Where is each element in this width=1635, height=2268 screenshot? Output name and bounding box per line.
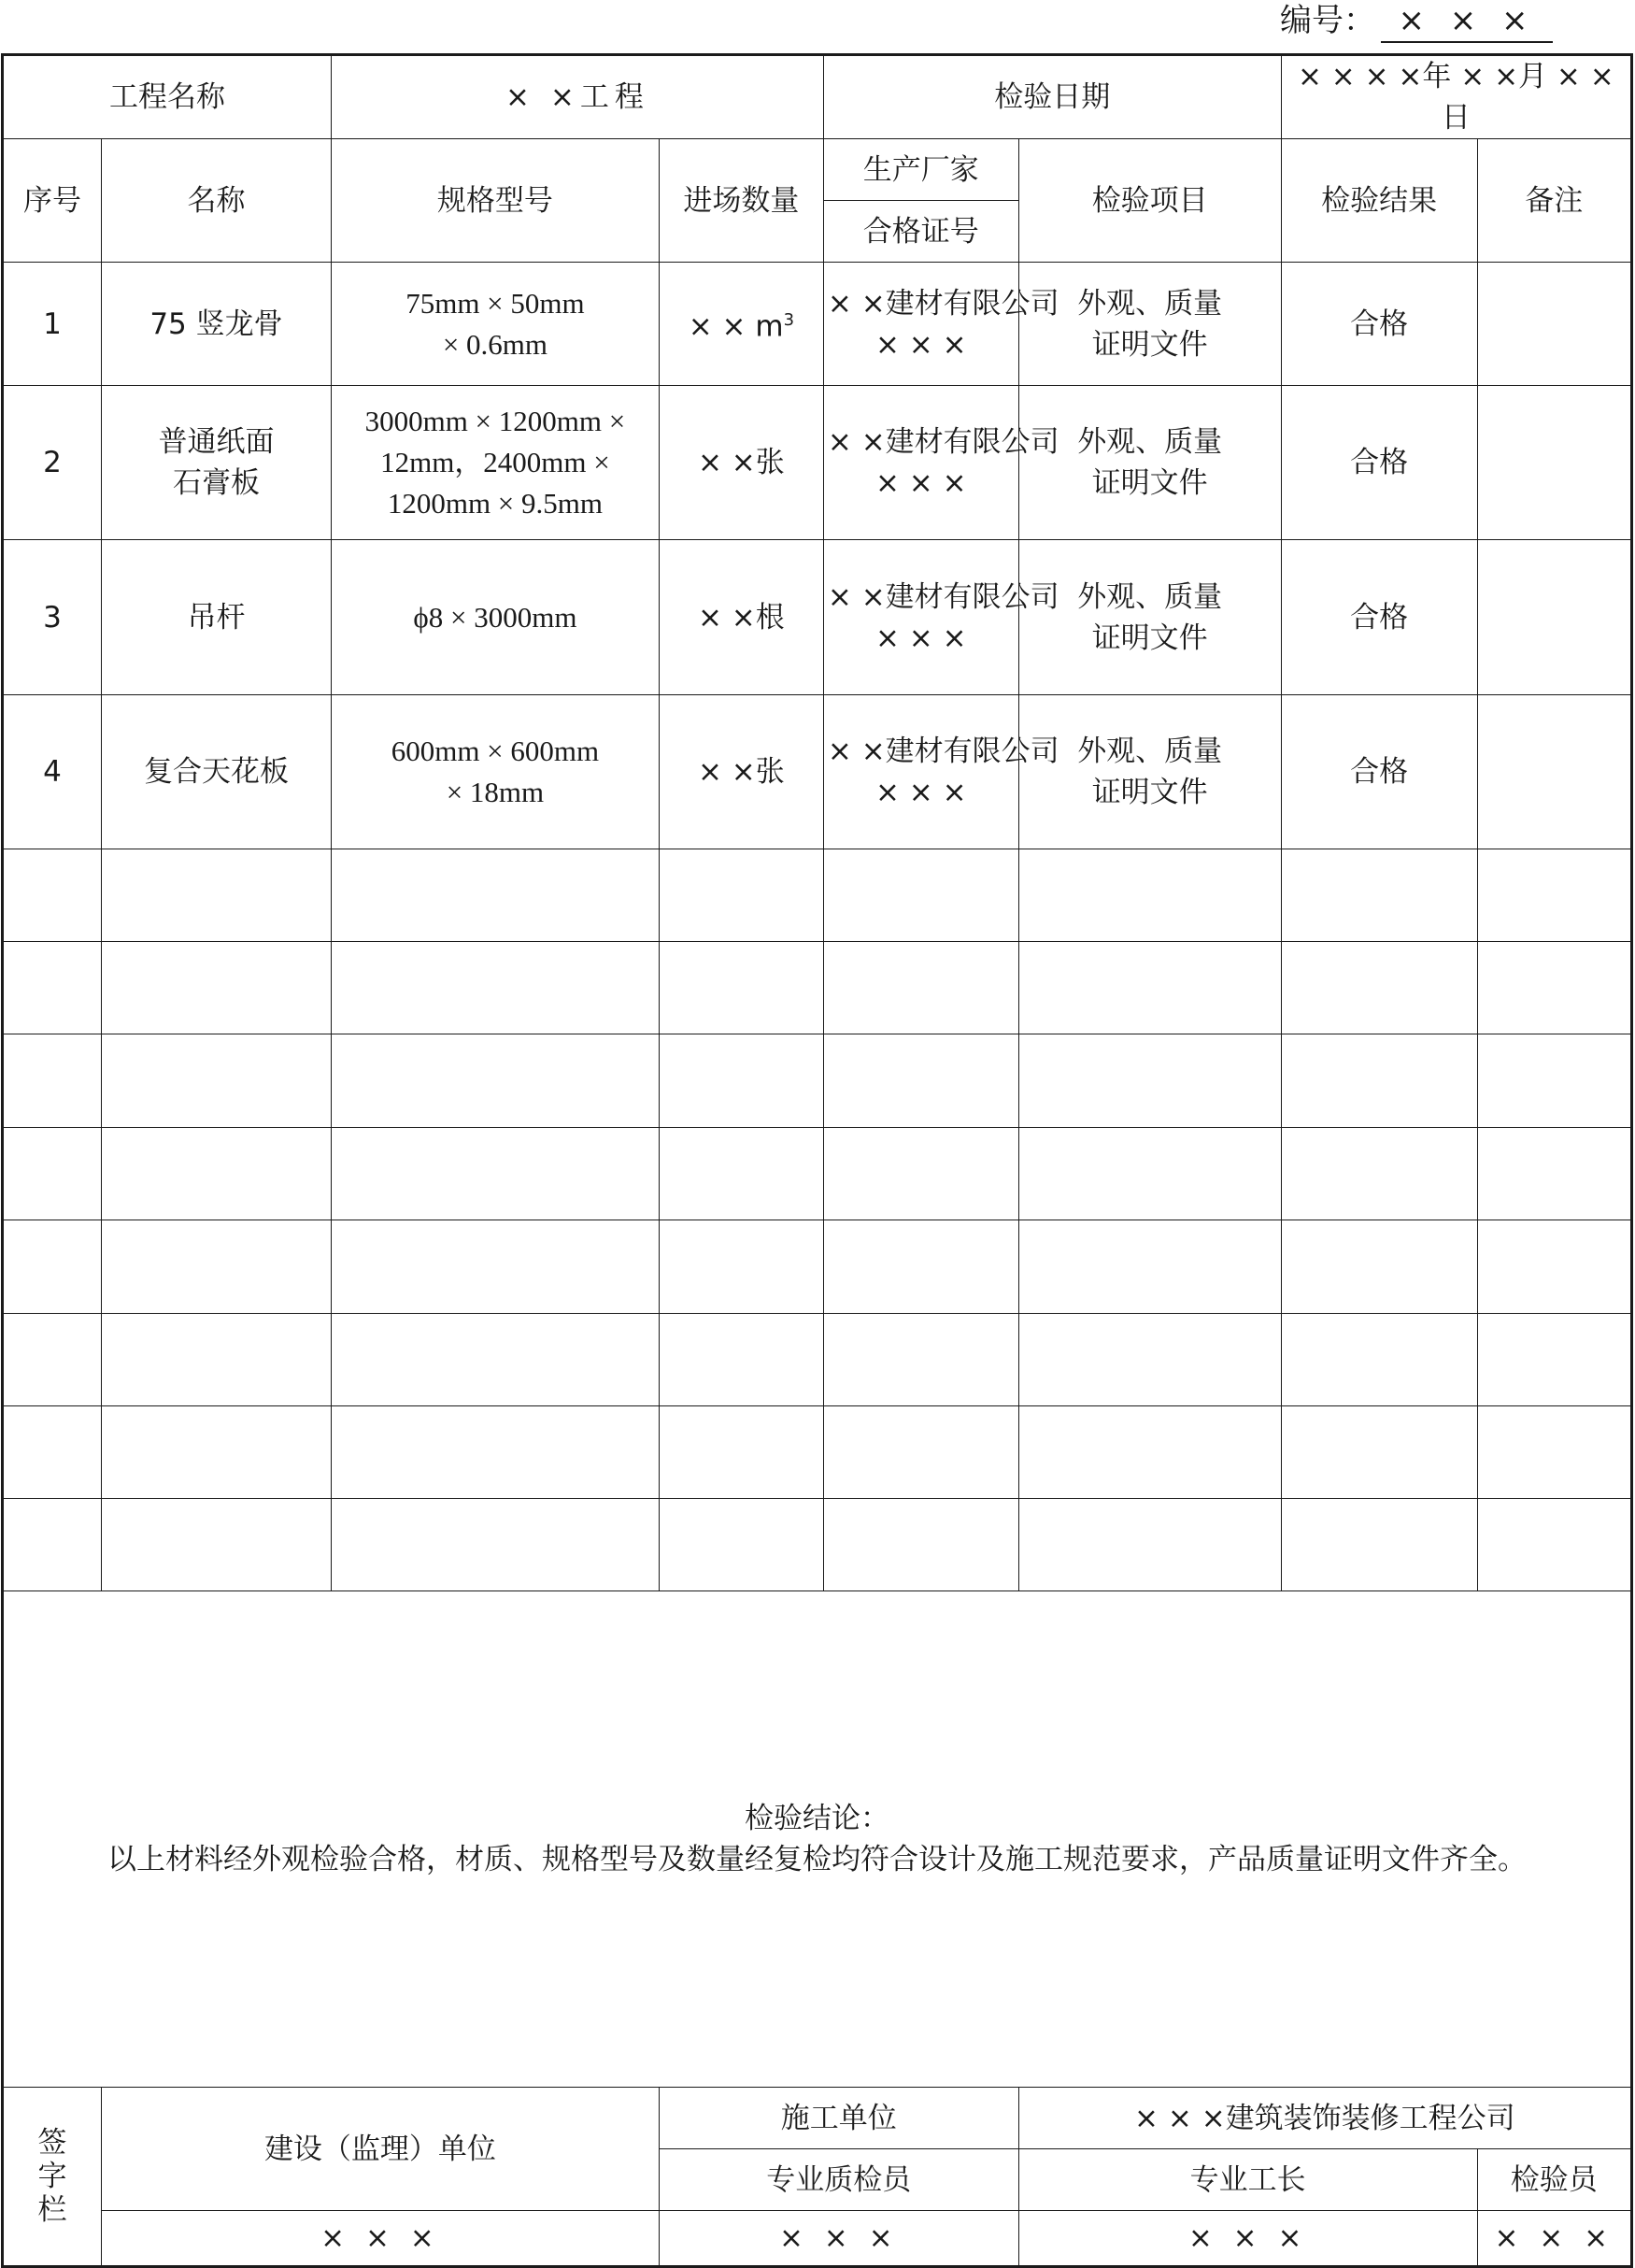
- empty-table-row: [3, 1314, 1632, 1406]
- row-qty: × ×根: [659, 540, 823, 695]
- serial-label: 编号：: [1280, 2, 1375, 39]
- builder-signature: × × ×: [102, 2211, 660, 2267]
- inspection-date-label: 检验日期: [823, 55, 1281, 139]
- col-header-spec: 规格型号: [331, 139, 659, 263]
- col-header-qty: 进场数量: [659, 139, 823, 263]
- row-seq: 3: [3, 540, 102, 695]
- empty-table-row: [3, 942, 1632, 1034]
- qc-inspector-signature: × × ×: [659, 2211, 1018, 2267]
- row-qty: × ×张: [659, 695, 823, 849]
- table-row: [3, 540, 1632, 695]
- row-maker: × ×建材有限公司 × × ×: [823, 263, 1018, 386]
- col-header-name: 名称: [102, 139, 332, 263]
- conclusion-cell: [3, 1591, 1632, 2088]
- row-note: [1477, 540, 1631, 695]
- row-name: 吊杆: [102, 540, 332, 695]
- row-seq: 1: [3, 263, 102, 386]
- col-header-maker: 生产厂家: [823, 139, 1018, 201]
- qc-inspector-label: 专业质检员: [659, 2149, 1018, 2211]
- foreman-label: 专业工长: [1018, 2149, 1477, 2211]
- empty-table-row: [3, 1034, 1632, 1128]
- row-result: 合格: [1281, 695, 1477, 849]
- col-header-item: 检验项目: [1018, 139, 1281, 263]
- row-seq: 4: [3, 695, 102, 849]
- row-name: 75 竖龙骨: [102, 263, 332, 386]
- row-note: [1477, 386, 1631, 540]
- inspector-signature: × × ×: [1477, 2211, 1631, 2267]
- row-item: 外观、质量 证明文件: [1018, 695, 1281, 849]
- foreman-signature: × × ×: [1018, 2211, 1477, 2267]
- table-row: [3, 695, 1632, 849]
- row-item: 外观、质量 证明文件: [1018, 540, 1281, 695]
- empty-table-row: [3, 849, 1632, 942]
- empty-table-row: [3, 1220, 1632, 1314]
- inspection-date-value: × × × ×年 × ×月 × ×日: [1281, 55, 1631, 139]
- row-maker: × ×建材有限公司 × × ×: [823, 386, 1018, 540]
- project-header-row: [3, 55, 1632, 139]
- col-header-seq: 序号: [3, 139, 102, 263]
- row-name: 普通纸面 石膏板: [102, 386, 332, 540]
- row-item: 外观、质量 证明文件: [1018, 263, 1281, 386]
- col-header-result: 检验结果: [1281, 139, 1477, 263]
- conclusion-row: [3, 1591, 1632, 2088]
- row-result: 合格: [1281, 540, 1477, 695]
- signature-row-1: [3, 2088, 1632, 2149]
- row-spec: ϕ8 × 3000mm: [331, 540, 659, 695]
- row-maker: × ×建材有限公司 × × ×: [823, 540, 1018, 695]
- col-header-cert: 合格证号: [823, 201, 1018, 263]
- row-name: 复合天花板: [102, 695, 332, 849]
- row-note: [1477, 695, 1631, 849]
- conclusion-text: 以上材料经外观检验合格，材质、规格型号及数量经复检均符合设计及施工规范要求，产品质量证明文件齐全。: [107, 1843, 1527, 1876]
- row-note: [1477, 263, 1631, 386]
- col-header-note: 备注: [1477, 139, 1631, 263]
- empty-table-row: [3, 1406, 1632, 1499]
- signature-section-label: 签 字 栏: [3, 2088, 102, 2267]
- empty-table-row: [3, 1499, 1632, 1591]
- row-result: 合格: [1281, 263, 1477, 386]
- row-result: 合格: [1281, 386, 1477, 540]
- project-name-label: 工程名称: [3, 55, 332, 139]
- inspection-form-table: [1, 53, 1633, 2268]
- project-name-value: × ×工程: [331, 55, 823, 139]
- inspector-label: 检验员: [1477, 2149, 1631, 2211]
- column-header-row-1: [3, 139, 1632, 201]
- signature-row-3: [3, 2211, 1632, 2267]
- row-spec: 600mm × 600mm × 18mm: [331, 695, 659, 849]
- empty-table-row: [3, 1128, 1632, 1220]
- contractor-label: 施工单位: [659, 2088, 1018, 2149]
- row-spec: 3000mm × 1200mm × 12mm，2400mm × 1200mm × 9.5mm: [331, 386, 659, 540]
- row-maker: × ×建材有限公司 × × ×: [823, 695, 1018, 849]
- row-spec: 75mm × 50mm × 0.6mm: [331, 263, 659, 386]
- row-qty: × ×张: [659, 386, 823, 540]
- row-qty: × × $m^3$: [659, 263, 823, 386]
- row-seq: 2: [3, 386, 102, 540]
- contractor-name: × × ×建筑装饰装修工程公司: [1018, 2088, 1631, 2149]
- conclusion-label: 检验结论：: [745, 1802, 889, 1835]
- table-row: [3, 263, 1632, 386]
- serial-number: [1280, 0, 1553, 52]
- builder-unit-label: 建设（监理）单位: [102, 2088, 660, 2211]
- row-item: 外观、质量 证明文件: [1018, 386, 1281, 540]
- serial-value: × × ×: [1381, 0, 1553, 43]
- table-row: [3, 386, 1632, 540]
